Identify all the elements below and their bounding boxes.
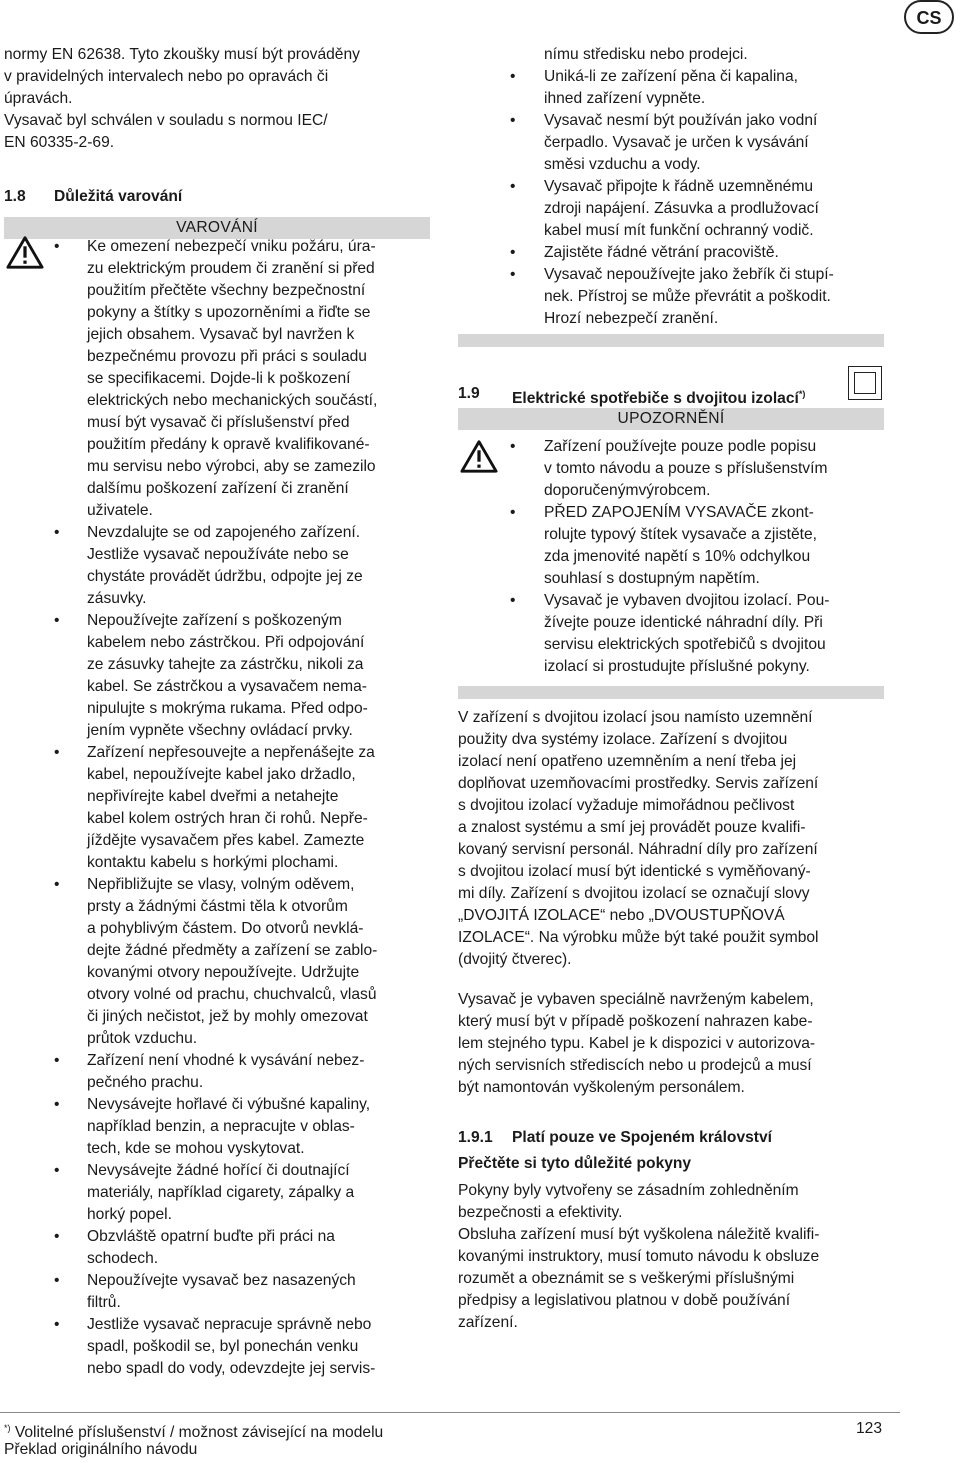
line: otvory volné od prachu, chuchvalců, vlasů [87,986,377,1003]
line: který musí být v případě poškození nahrazen kabe- [458,1013,813,1030]
line: nepřivírejte kabel dveřmi a netahejte [87,788,339,805]
list-item [4,1314,434,1380]
line: či jiných nečistot, jež by mohly omezovat [87,1008,368,1025]
line: nebo spadl do vody, odevzdejte jej servis- [87,1360,376,1377]
translation-note: Překlad originálního návodu [4,1441,198,1458]
intro-line: Vysavač byl schválen v souladu s normou IEC/ [4,112,328,129]
line: směsi vzduchu a vody. [544,156,701,173]
left-column [4,44,434,239]
line: doporučenýmvýrobcem. [544,482,711,499]
line: kontaktu kabelu s horkými plochami. [87,854,339,871]
line: • Zařízení není vhodné k vysávání nebez- [87,1052,365,1069]
section-heading-1-8 [4,186,434,208]
line: • Nepoužívejte vysavač bez nasazených [87,1272,356,1289]
line: • PŘED ZAPOJENÍM VYSAVAČE zkont- [544,504,814,521]
line: • Vysavač je vybaven dvojitou izolací. Pou- [544,592,830,609]
list-item [4,236,434,522]
line: kabel, nepoužívejte kabel jako držadlo, [87,766,356,783]
list-item [458,436,888,502]
subsection-title: Platí pouze ve Spojeném království [512,1129,772,1146]
line: zu elektrickým proudem či zranění si před [87,260,375,277]
line: • Ke omezení nebezpečí vniku požáru, úra- [87,238,376,255]
line: • Nevysávejte hořlavé či výbušné kapaliny, [87,1096,371,1113]
line: kabel musí mít funkční ochranný vodič. [544,222,814,239]
line: filtrů. [87,1294,121,1311]
end-bar [458,686,884,699]
line: souhlasí s dostupným napětím. [544,570,760,587]
list-item [4,610,434,742]
line: bezpečnému provozu při práci s souladu [87,348,367,365]
line: například benzin, a nepracujte v oblas- [87,1118,355,1135]
line: dejte žádné předměty a zařízení se zablo- [87,942,378,959]
line: s dvojitou izolací musí být identické s vyměňovaný- [458,863,811,880]
line: použitím předány k opravě kvalifikované- [87,436,370,453]
list-item [4,1226,434,1270]
line: uživatele. [87,502,153,519]
paragraph-cable [458,989,898,1099]
line: • Nepřibližujte se vlasy, volným oděvem, [87,876,355,893]
line: průtok vzduchu. [87,1030,198,1047]
line: • Vysavač nesmí být používán jako vodní [544,112,818,129]
line: ze zásuvky tahejte za zástrčku, nikoli za [87,656,364,673]
line: • Zařízení nepřesouvejte a nepřenášejte za [87,744,375,761]
line: pečného prachu. [87,1074,204,1091]
intro-text [4,44,434,154]
line: Pokyny byly vytvořeny se zásadním zohledněním [458,1182,799,1199]
line: mi díly. Zařízení s dvojitou izolací se označují slovy [458,885,810,902]
page-number: 123 [856,1420,883,1437]
line: servisu elektrických spotřebičů s dvojitou [544,636,826,653]
line: • Zajistěte řádné větrání pracoviště. [544,244,779,261]
line: kovaný servisní personál. Náhradní díly pro zařízení [458,841,818,858]
line: předpisy a legislativou platnou v době používání [458,1292,791,1309]
line: žívejte pouze identické náhradní díly. Při [544,614,823,631]
line: (dvojitý čtverec). [458,951,572,968]
list-item [4,1270,434,1314]
list-item [4,874,434,1050]
line: chystáte provádět údržbu, odpojte jej ze [87,568,363,585]
line: a pohyblivým částem. Do otvorů nevklá- [87,920,364,937]
caution-bar [458,408,884,430]
subsection-subheading: Přečtěte si tyto důležité pokyny [458,1155,692,1172]
section-title-wrap [512,383,805,410]
footnote-marker: *) [4,1423,11,1433]
list-item [458,110,888,176]
list-item [458,242,888,264]
list-item [4,1050,434,1094]
paragraph-uk [458,1180,898,1334]
line: jejich obsahem. Vysavač byl navržen k [87,326,355,343]
line: • Nevysávejte žádné hořící či doutnající [87,1162,350,1179]
line: horký popel. [87,1206,172,1223]
section-heading-1-9 [458,383,888,405]
line: se specifikacemi. Dojde-li k poškození [87,370,351,387]
list-item [458,264,888,330]
line: rolujte typový štítek vysavače a zjistěte, [544,526,818,543]
paragraph-double-insulation [458,707,898,971]
right-column-top [458,44,888,330]
line: bezpečnosti a efektivity. [458,1204,623,1221]
line: nek. Přístroj se může převrátit a poškodit. [544,288,831,305]
line: jíždějte vysavačem přes kabel. Zamezte [87,832,365,849]
line: kabelem nebo zástrčkou. Při odpojování [87,634,365,651]
line: kabel. Se zástrčkou a vysavačem nema- [87,678,367,695]
line: • Zařízení používejte pouze podle popisu [544,438,817,455]
line: • Nevzdalujte se od zapojeného zařízení. [87,524,361,541]
intro-line: normy EN 62638. Tyto zkoušky musí být prováděny [4,46,360,63]
line: použity dva systémy izolace. Zařízení s dvojitou [458,731,788,748]
line: a znalost systému a smí jej provádět pouze kvalifi- [458,819,806,836]
line: s dvojitou izolací vyžaduje mimořádnou pečlivost [458,797,795,814]
line: Obsluha zařízení musí být vyškolena náležitě kvalifi- [458,1226,820,1243]
line: zda jmenovité napětí s 10% odchylkou [544,548,811,565]
list-item [458,590,888,678]
line: tech, kde se mohou vyskytovat. [87,1140,305,1157]
line: elektrických nebo mechanických součástí, [87,392,378,409]
caution-list [458,436,888,678]
line: dalšímu poškození zařízení či zranění [87,480,349,497]
line: • Vysavač připojte k řádně uzemněnému [544,178,813,195]
warning-list [4,236,434,1380]
list-item [458,176,888,242]
section-title: Elektrické spotřebiče s dvojitou izolací [512,390,799,407]
line: • Nepoužívejte zařízení s poškozeným [87,612,342,629]
end-bar [458,334,884,347]
line: „DVOJITÁ IZOLACE“ nebo „DVOUSTUPŇOVÁ [458,907,785,924]
line: Jestliže vysavač nepoužíváte nebo se [87,546,349,563]
warning-label: VAROVÁNÍ [176,219,258,236]
line: prsty a žádnými částmi těla k otvorům [87,898,348,915]
language-badge: CS [904,0,954,34]
list-item [4,522,434,610]
line: • Jestliže vysavač nepracuje správně nebo [87,1316,372,1333]
line: Hrozí nebezpečí zranění. [544,310,719,327]
intro-line: EN 60335-2-69. [4,134,115,151]
continued-line: nímu středisku nebo prodejci. [544,46,748,63]
intro-line: úpravách. [4,90,73,107]
list-item [458,66,888,110]
line: v tomto návodu a pouze s příslušenstvím [544,460,828,477]
line: mu servisu nebo výrobci, aby se zamezilo [87,458,376,475]
line: musí být vysavač či příslušenství před [87,414,350,431]
footnote-marker: *) [798,389,806,399]
line: spadl, poškodil se, byl ponechán venku [87,1338,359,1355]
line: IZOLACE“. Na výrobku může být také použit symbol [458,929,819,946]
line: izolací není opatřeno uzemněním a není třeba jej [458,753,797,770]
line: být namontován vyškoleným personálem. [458,1079,745,1096]
line: Vysavač je vybaven speciálně navrženým kabelem, [458,991,814,1008]
section-number: 1.8 [4,188,26,205]
list-item [4,742,434,874]
line: materiály, například cigarety, zápalky a [87,1184,355,1201]
line: ihned zařízení vypněte. [544,90,706,107]
intro-line: v pravidelných intervalech nebo po opravách či [4,68,329,85]
section-number: 1.9 [458,385,480,402]
line: nipulujte s mokrýma rukama. Před odpo- [87,700,368,717]
line: • Uniká-li ze zařízení pěna či kapalina, [544,68,798,85]
subsection-number: 1.9.1 [458,1129,493,1146]
line: zdroji napájení. Zásuvka a prodlužovací [544,200,819,217]
line: ných servisních střediscích nebo u prodejců a musí [458,1057,812,1074]
line: jením vypněte všechny ovládací prvky. [87,722,353,739]
double-square-icon [848,366,882,400]
line: rozumět a obeznámit se s veškerými příslušnými [458,1270,795,1287]
list-item [4,1160,434,1226]
line: použitím přečtěte všechny bezpečnostní [87,282,366,299]
line: kovanými instruktory, musí tomuto návodu k obsluze [458,1248,820,1265]
footer-divider [0,1412,900,1413]
list-item [4,1094,434,1160]
line: izolací si prostudujte příslušné pokyny. [544,658,810,675]
footnote-text: Volitelné příslušenství / možnost závisející na modelu [14,1424,384,1441]
line: pokyny a štítky s upozorněními a řiďte se [87,304,371,321]
line: schodech. [87,1250,159,1267]
line: doplňovat uzemňovacími prostředky. Servis zařízení [458,775,819,792]
line: lem stejného typu. Kabel je k dispozici v autorizova- [458,1035,816,1052]
line: V zařízení s dvojitou izolací jsou namísto uzemnění [458,709,813,726]
line: kovanými otvory nepoužívejte. Udržujte [87,964,360,981]
line: kabel kolem ostrých hran či rohů. Nepře- [87,810,368,827]
line: • Obzvláště opatrní buďte při práci na [87,1228,335,1245]
section-title: Důležitá varování [54,188,183,205]
line: zásuvky. [87,590,147,607]
line: • Vysavač nepoužívejte jako žebřík či stupí- [544,266,834,283]
list-item [458,502,888,590]
line: zařízení. [458,1314,518,1331]
caution-label: UPOZORNĚNÍ [617,410,725,427]
subsection-heading-1-9-1 [458,1127,888,1149]
line: čerpadlo. Vysavač je určen k vysávání [544,134,809,151]
